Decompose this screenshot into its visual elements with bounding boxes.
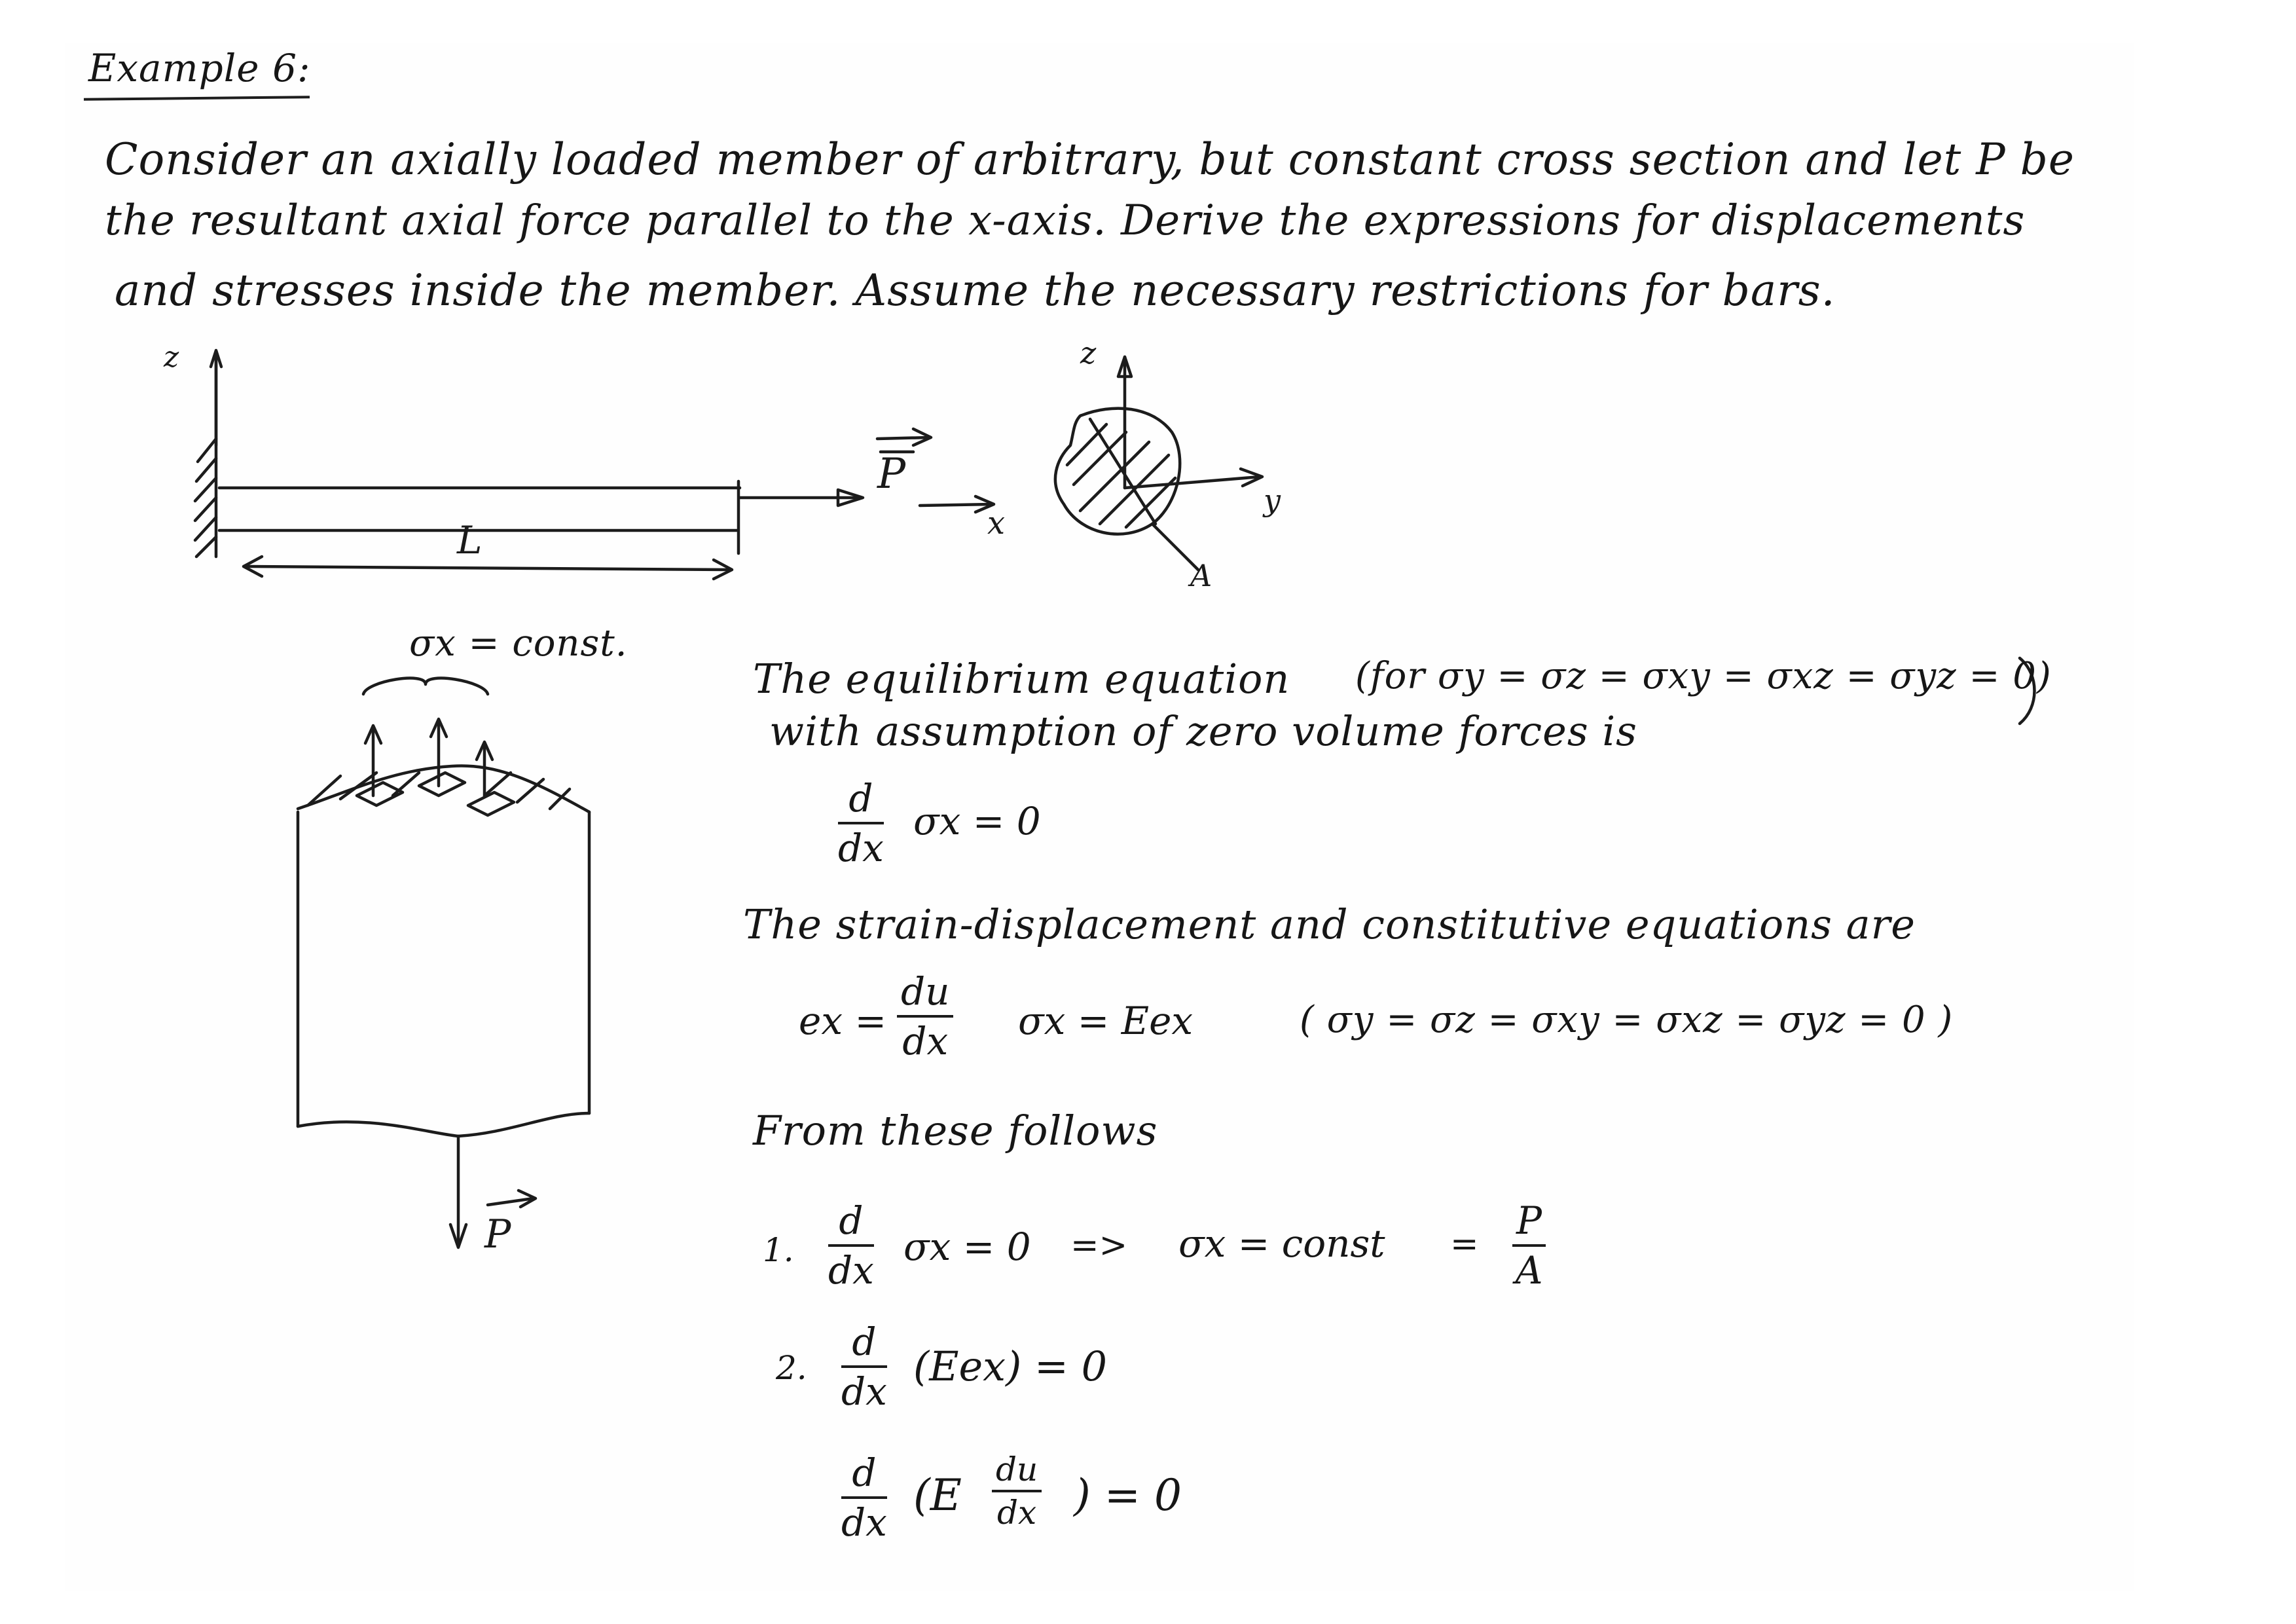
strain-fraction <box>897 969 953 1063</box>
bar-element <box>298 766 589 1136</box>
length-label: L <box>457 518 483 563</box>
eq1-denominator: dx <box>838 826 884 870</box>
step1-implies: => <box>1070 1226 1128 1265</box>
step1-eq: σx = 0 <box>903 1225 1031 1269</box>
equilibrium-text-2: with assumption of zero volume forces is <box>769 707 1637 755</box>
step3-fraction <box>841 1450 887 1545</box>
strain-ex: ex = <box>799 999 887 1043</box>
strain-condition: ( σy = σz = σxy = σxz = σyz = 0 ) <box>1300 999 1954 1041</box>
element-stress-label: σx = const. <box>409 622 628 665</box>
bar-force-label: P <box>877 450 906 498</box>
eq1-rest: σx = 0 <box>913 799 1041 843</box>
cross-section <box>1055 409 1180 534</box>
x-axis-arrow <box>920 496 994 512</box>
bar-z-label: z <box>164 341 179 374</box>
force-arrow <box>740 490 863 506</box>
step3-du: du <box>992 1450 1042 1492</box>
problem-line-1: Consider an axially loaded member of arbitrary, but constant cross section and let P be <box>105 134 2075 185</box>
step1-p: P <box>1512 1198 1546 1247</box>
strain-dx: dx <box>902 1019 949 1063</box>
step1-label: 1. <box>763 1231 794 1269</box>
fixed-support <box>195 357 216 557</box>
step2-numerator: d <box>841 1320 887 1368</box>
step2-fraction <box>841 1320 887 1414</box>
z-axis-bar <box>211 350 221 445</box>
vector-arrow-icon <box>877 429 931 445</box>
step1-result: σx = const <box>1178 1221 1385 1266</box>
step1-denominator: dx <box>828 1248 874 1293</box>
bar-x-label: x <box>987 505 1006 542</box>
follows-text: From these follows <box>753 1107 1158 1154</box>
example-title: Example 6: <box>88 46 311 90</box>
element-force-label: P <box>484 1211 511 1257</box>
step1-a: A <box>1515 1248 1543 1293</box>
eq1-numerator: d <box>838 776 884 824</box>
step2-eq: (Eex) = 0 <box>913 1342 1108 1390</box>
length-dimension <box>244 557 732 579</box>
step1-p-over-a <box>1512 1198 1546 1293</box>
section-y-label: y <box>1264 483 1281 518</box>
step1-fraction <box>828 1198 874 1293</box>
step1-numerator: d <box>828 1198 874 1247</box>
problem-line-3: and stresses inside the member. Assume the necessary restrictions for bars. <box>115 265 1836 316</box>
step1-equals: = <box>1450 1225 1479 1264</box>
strain-text: The strain-displacement and constitutive equations are <box>743 900 1916 948</box>
strain-sigma: σx = Eex <box>1018 999 1194 1043</box>
step3-inner-fraction <box>992 1450 1042 1532</box>
step3-dx: dx <box>997 1494 1037 1532</box>
strain-du: du <box>897 969 953 1018</box>
section-z-label: z <box>1080 335 1097 371</box>
step2-label: 2. <box>776 1349 807 1387</box>
step3-denominator: dx <box>841 1500 887 1545</box>
equilibrium-text: The equilibrium equation <box>753 655 1290 703</box>
equilibrium-condition: (for σy = σz = σxy = σxz = σyz = 0) <box>1355 655 2052 697</box>
step3-close: ) = 0 <box>1074 1470 1182 1521</box>
eq1-fraction <box>838 776 884 870</box>
section-area-label: A <box>1190 558 1212 593</box>
step3-open: (E <box>913 1470 962 1521</box>
stress-brace <box>363 678 488 694</box>
problem-line-2: the resultant axial force parallel to the x-axis. Derive the expressions for displacements <box>105 196 2026 245</box>
step3-numerator: d <box>841 1450 887 1499</box>
step2-denominator: dx <box>841 1369 887 1414</box>
